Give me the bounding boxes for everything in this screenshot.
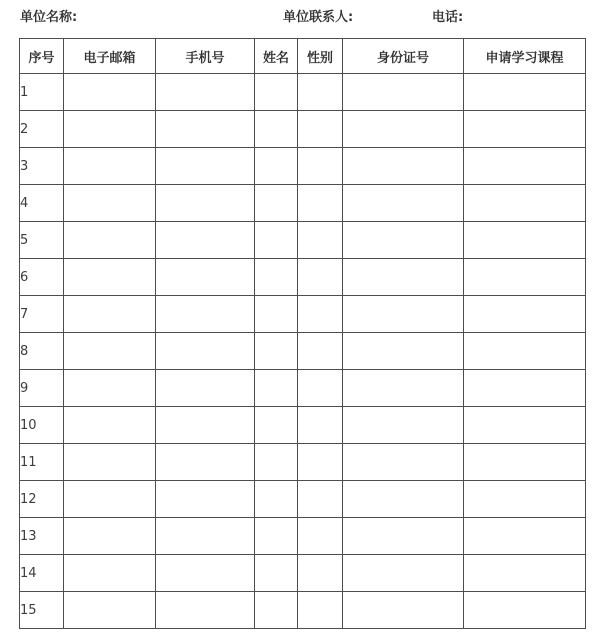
table-row (20, 296, 586, 333)
table-row (20, 222, 586, 259)
empty-cell-id-number[interactable] (343, 185, 464, 222)
empty-cell-gender[interactable] (298, 407, 343, 444)
table-row (20, 333, 586, 370)
empty-cell-id-number[interactable] (343, 222, 464, 259)
empty-cell-mobile[interactable] (156, 333, 255, 370)
empty-cell-email[interactable] (64, 518, 156, 555)
empty-cell-course[interactable] (464, 259, 586, 296)
empty-cell-email[interactable] (64, 370, 156, 407)
table-row (20, 407, 586, 444)
enrollment-table (19, 38, 586, 629)
empty-cell-name[interactable] (255, 333, 298, 370)
table-row (20, 74, 586, 111)
row-number: 3 (20, 148, 64, 185)
empty-cell-mobile[interactable] (156, 185, 255, 222)
row-number: 10 (20, 407, 64, 444)
unit-name-label: 单位名称: (20, 10, 78, 25)
empty-cell-gender[interactable] (298, 481, 343, 518)
empty-cell-gender[interactable] (298, 444, 343, 481)
empty-cell-id-number[interactable] (343, 592, 464, 629)
empty-cell-email[interactable] (64, 296, 156, 333)
empty-cell-mobile[interactable] (156, 111, 255, 148)
empty-cell-mobile[interactable] (156, 148, 255, 185)
empty-cell-email[interactable] (64, 111, 156, 148)
empty-cell-id-number[interactable] (343, 333, 464, 370)
empty-cell-gender[interactable] (298, 259, 343, 296)
empty-cell-id-number[interactable] (343, 370, 464, 407)
empty-cell-id-number[interactable] (343, 74, 464, 111)
empty-cell-name[interactable] (255, 222, 298, 259)
column-header-id-number: 身份证号 (343, 39, 464, 74)
empty-cell-name[interactable] (255, 259, 298, 296)
phone-label: 电话: (432, 10, 464, 25)
empty-cell-mobile[interactable] (156, 407, 255, 444)
empty-cell-mobile[interactable] (156, 222, 255, 259)
empty-cell-id-number[interactable] (343, 407, 464, 444)
empty-cell-mobile[interactable] (156, 370, 255, 407)
empty-cell-email[interactable] (64, 222, 156, 259)
column-header-name: 姓名 (255, 39, 298, 74)
table-row (20, 518, 586, 555)
empty-cell-name[interactable] (255, 111, 298, 148)
table-row (20, 185, 586, 222)
empty-cell-id-number[interactable] (343, 444, 464, 481)
empty-cell-course[interactable] (464, 518, 586, 555)
column-header-serial-no: 序号 (20, 39, 64, 74)
empty-cell-mobile[interactable] (156, 259, 255, 296)
column-header-mobile: 手机号 (156, 39, 255, 74)
row-number: 1 (20, 74, 64, 111)
empty-cell-course[interactable] (464, 148, 586, 185)
table-row (20, 111, 586, 148)
empty-cell-id-number[interactable] (343, 481, 464, 518)
empty-cell-gender[interactable] (298, 111, 343, 148)
empty-cell-email[interactable] (64, 555, 156, 592)
empty-cell-course[interactable] (464, 111, 586, 148)
row-number: 6 (20, 259, 64, 296)
empty-cell-mobile[interactable] (156, 296, 255, 333)
empty-cell-name[interactable] (255, 444, 298, 481)
table-header-row (20, 39, 586, 74)
empty-cell-mobile[interactable] (156, 481, 255, 518)
empty-cell-id-number[interactable] (343, 148, 464, 185)
row-number: 9 (20, 370, 64, 407)
empty-cell-id-number[interactable] (343, 259, 464, 296)
table-row (20, 592, 586, 629)
empty-cell-course[interactable] (464, 74, 586, 111)
empty-cell-name[interactable] (255, 407, 298, 444)
row-number: 5 (20, 222, 64, 259)
empty-cell-id-number[interactable] (343, 296, 464, 333)
row-number: 7 (20, 296, 64, 333)
empty-cell-id-number[interactable] (343, 111, 464, 148)
row-number: 11 (20, 444, 64, 481)
empty-cell-email[interactable] (64, 185, 156, 222)
empty-cell-course[interactable] (464, 185, 586, 222)
empty-cell-email[interactable] (64, 592, 156, 629)
empty-cell-name[interactable] (255, 518, 298, 555)
empty-cell-name[interactable] (255, 481, 298, 518)
empty-cell-gender[interactable] (298, 185, 343, 222)
empty-cell-course[interactable] (464, 592, 586, 629)
row-number: 4 (20, 185, 64, 222)
table-row (20, 444, 586, 481)
empty-cell-course[interactable] (464, 481, 586, 518)
empty-cell-course[interactable] (464, 222, 586, 259)
row-number: 2 (20, 111, 64, 148)
empty-cell-gender[interactable] (298, 148, 343, 185)
empty-cell-gender[interactable] (298, 370, 343, 407)
empty-cell-course[interactable] (464, 333, 586, 370)
empty-cell-email[interactable] (64, 74, 156, 111)
row-number: 15 (20, 592, 64, 629)
table-row (20, 148, 586, 185)
row-number: 12 (20, 481, 64, 518)
empty-cell-course[interactable] (464, 296, 586, 333)
row-number: 14 (20, 555, 64, 592)
empty-cell-name[interactable] (255, 74, 298, 111)
empty-cell-course[interactable] (464, 407, 586, 444)
empty-cell-email[interactable] (64, 148, 156, 185)
empty-cell-email[interactable] (64, 481, 156, 518)
column-header-gender: 性别 (298, 39, 343, 74)
unit-contact-label: 单位联系人: (283, 10, 354, 25)
empty-cell-name[interactable] (255, 296, 298, 333)
empty-cell-mobile[interactable] (156, 444, 255, 481)
empty-cell-gender[interactable] (298, 555, 343, 592)
empty-cell-gender[interactable] (298, 222, 343, 259)
empty-cell-email[interactable] (64, 259, 156, 296)
empty-cell-gender[interactable] (298, 518, 343, 555)
empty-cell-email[interactable] (64, 407, 156, 444)
empty-cell-id-number[interactable] (343, 555, 464, 592)
empty-cell-name[interactable] (255, 555, 298, 592)
empty-cell-mobile[interactable] (156, 74, 255, 111)
empty-cell-gender[interactable] (298, 296, 343, 333)
empty-cell-mobile[interactable] (156, 592, 255, 629)
empty-cell-gender[interactable] (298, 592, 343, 629)
empty-cell-course[interactable] (464, 555, 586, 592)
table-row (20, 259, 586, 296)
empty-cell-course[interactable] (464, 444, 586, 481)
empty-cell-mobile[interactable] (156, 555, 255, 592)
empty-cell-gender[interactable] (298, 74, 343, 111)
column-header-email: 电子邮箱 (64, 39, 156, 74)
empty-cell-email[interactable] (64, 333, 156, 370)
table-row (20, 370, 586, 407)
empty-cell-mobile[interactable] (156, 518, 255, 555)
empty-cell-id-number[interactable] (343, 518, 464, 555)
column-header-course: 申请学习课程 (464, 39, 586, 74)
row-number: 8 (20, 333, 64, 370)
empty-cell-name[interactable] (255, 185, 298, 222)
row-number: 13 (20, 518, 64, 555)
empty-cell-gender[interactable] (298, 333, 343, 370)
empty-cell-name[interactable] (255, 148, 298, 185)
empty-cell-email[interactable] (64, 444, 156, 481)
empty-cell-name[interactable] (255, 370, 298, 407)
empty-cell-course[interactable] (464, 370, 586, 407)
table-row (20, 555, 586, 592)
table-row (20, 481, 586, 518)
empty-cell-name[interactable] (255, 592, 298, 629)
